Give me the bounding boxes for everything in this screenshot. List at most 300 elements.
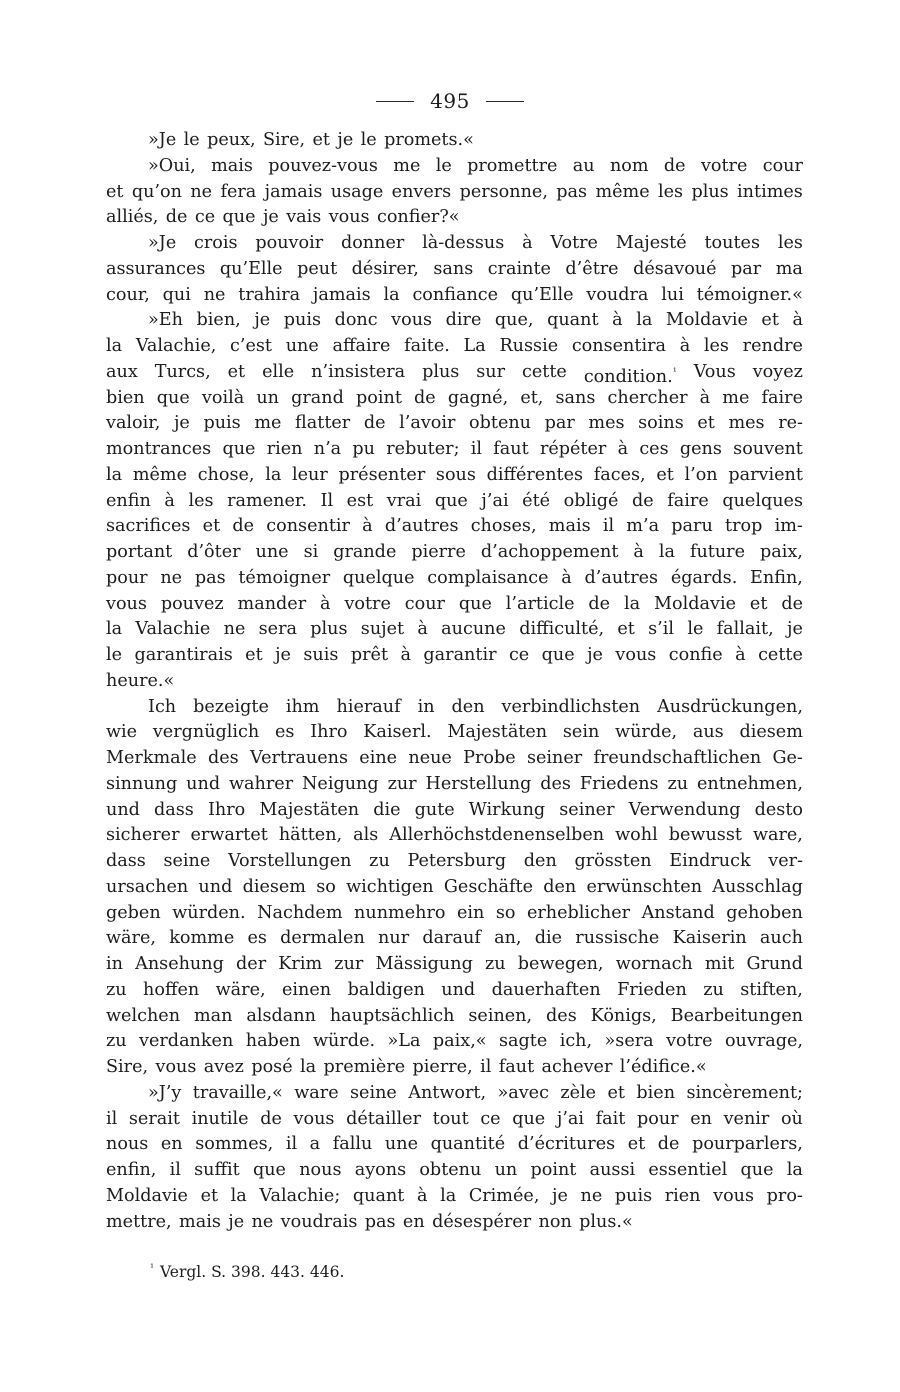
word: pourparlers, [692, 1134, 803, 1155]
text-line [106, 231, 803, 257]
word: fera [220, 181, 257, 202]
text-line [106, 1132, 803, 1158]
word: verdanken [139, 1031, 234, 1052]
text-line [106, 875, 803, 901]
word: welchen [106, 1005, 181, 1026]
word: mettre, [106, 1211, 172, 1232]
word: komme [169, 928, 235, 949]
word: affaire [332, 336, 391, 356]
word: là-dessus [422, 233, 505, 253]
word: Russie [499, 336, 559, 356]
word: vous [155, 1057, 197, 1077]
word: valoir, [106, 413, 161, 434]
text-line [106, 669, 803, 695]
word: Geschäfte [443, 876, 534, 897]
word: travaille,« [192, 1082, 283, 1103]
text-line [106, 1055, 803, 1081]
word: faire [761, 387, 803, 408]
word: zur [334, 954, 364, 974]
word: tout [432, 1108, 469, 1129]
word: nous [106, 1134, 149, 1155]
word: la [786, 1160, 803, 1180]
word: bewegen, [517, 954, 604, 974]
word: aux [106, 361, 138, 382]
word: de [781, 593, 803, 614]
word: heure.« [106, 670, 175, 691]
word: pouvez [160, 593, 224, 614]
word: vous [615, 645, 657, 665]
word: erwartet [190, 825, 268, 846]
word: à [416, 1185, 428, 1206]
word: verbindlichsten [501, 696, 641, 717]
word: »sera [604, 1031, 654, 1052]
word: grand [291, 387, 344, 408]
word: den [451, 696, 485, 717]
word: même [132, 464, 188, 485]
word: wohl [615, 825, 658, 846]
word: et [607, 1082, 625, 1103]
word: dire [445, 310, 482, 331]
word: de [260, 1108, 282, 1129]
word: fait [595, 1108, 626, 1129]
word: peut [297, 258, 338, 279]
word: puis [614, 1185, 653, 1206]
text-line [106, 1184, 803, 1210]
word: russische [575, 928, 660, 949]
word: fallu [332, 1134, 373, 1155]
word: wahrer [229, 773, 294, 794]
word: peux, [207, 130, 256, 150]
word: Bearbeitungen [670, 1005, 803, 1026]
word: quantité [430, 1134, 506, 1155]
word: montrances [106, 439, 212, 459]
text-line [106, 617, 803, 643]
word: confiance [412, 284, 499, 305]
text-line [106, 411, 803, 437]
word: Mässigung [375, 954, 473, 974]
word: eine [359, 748, 398, 768]
word: pouvez-vous [268, 155, 378, 176]
word: Anstand [641, 902, 715, 923]
word: zu [106, 1031, 127, 1052]
word: à [164, 490, 175, 511]
word: m’a [626, 516, 660, 537]
word: bien, [196, 310, 241, 331]
word: wäre, [106, 928, 156, 949]
word: zur [387, 773, 417, 794]
word: darauf [422, 928, 481, 949]
word: aucune [441, 619, 506, 640]
word: et [312, 130, 330, 150]
word: votre [700, 155, 748, 176]
word: que [252, 1160, 286, 1180]
word: wäre, [215, 979, 266, 1000]
word: sur [476, 361, 506, 382]
word: même [595, 181, 650, 202]
word: seine [350, 1082, 397, 1103]
word: quelques [722, 490, 803, 511]
word: gehoben [726, 902, 803, 923]
word: point [356, 387, 402, 408]
word: dauerhaften [491, 979, 601, 1000]
word: in [106, 954, 123, 974]
word: j’ai [481, 490, 509, 511]
text-line [106, 952, 803, 978]
word: et [245, 645, 263, 665]
word: le [687, 619, 704, 640]
word: Kaiserin [672, 928, 747, 949]
word: détailler [346, 1108, 421, 1129]
word: »J’y [148, 1082, 182, 1103]
word: haben [245, 1031, 301, 1052]
word: soins [638, 413, 684, 434]
word: d’autres [384, 516, 459, 537]
word: un [494, 1160, 518, 1180]
word: par [544, 413, 575, 434]
word: voudra [586, 284, 649, 305]
footnote-reference: ¹ [672, 366, 677, 378]
word: »Je [148, 130, 177, 150]
word: entnehmen, [697, 773, 803, 794]
word: es [275, 722, 295, 743]
word: consentira [571, 336, 666, 356]
word: qui [162, 284, 191, 305]
word: cette [758, 645, 803, 665]
word: achever [541, 1057, 613, 1077]
word: choses, [470, 516, 537, 537]
word: et, [520, 387, 544, 408]
word: mes [588, 413, 625, 434]
word: Sire, [106, 1057, 149, 1077]
word: nunmehro [354, 902, 446, 923]
word: stiften, [740, 979, 803, 1000]
word: bezeigte [193, 696, 269, 717]
word: Wirkung [468, 799, 546, 820]
word: de [657, 1134, 680, 1155]
word: vais [286, 207, 322, 228]
word: l’avoir [399, 413, 456, 434]
footnote-marker: ¹ [150, 1263, 155, 1274]
word: würde, [615, 722, 678, 743]
word: Ausschlag [712, 876, 803, 897]
word: Moldavie [106, 1185, 188, 1206]
word: suis [303, 645, 339, 665]
word: Petersburg [407, 851, 507, 871]
word: pour [636, 1108, 679, 1129]
word: so [495, 902, 516, 923]
word: voilà [201, 387, 245, 408]
word: le [435, 155, 452, 176]
word: vous [328, 207, 370, 228]
word: répéter [539, 439, 607, 459]
word: inutile [191, 1108, 249, 1129]
word: ramener. [227, 490, 307, 511]
word: puis [203, 413, 241, 434]
word: la [300, 1057, 317, 1077]
word: Probe [463, 748, 516, 768]
word: la [106, 336, 123, 356]
word: essentiel [648, 1160, 728, 1180]
footnote [150, 1263, 344, 1281]
word: hauptsächlich [329, 1005, 455, 1026]
word: je [552, 1185, 568, 1206]
word: zu [667, 773, 689, 794]
word: zu [106, 979, 127, 1000]
word: mais [211, 155, 253, 176]
word: ne [160, 567, 183, 588]
word: nur [378, 928, 410, 949]
word: Majestäten [259, 799, 360, 820]
word: portant [106, 542, 173, 562]
word: bien [636, 1082, 676, 1103]
word: ne [203, 284, 226, 305]
word: souvent [733, 439, 803, 459]
word: seiner [526, 748, 583, 768]
word: de [632, 490, 654, 511]
text-line [106, 128, 803, 154]
word: vous [713, 1185, 755, 1206]
word: de [663, 155, 686, 176]
word: à [792, 310, 803, 331]
word: il [480, 1057, 492, 1077]
word: rien [266, 439, 303, 459]
word: sinnung [106, 773, 178, 794]
word: promets.« [384, 130, 474, 150]
word: Ge- [772, 748, 803, 768]
word: vergnüglich [152, 722, 260, 743]
word: complaisance [427, 567, 549, 588]
word: pas [556, 181, 588, 202]
text-line [106, 514, 803, 540]
word: seiner [559, 799, 615, 820]
word: und [186, 773, 221, 794]
word: de [232, 516, 255, 537]
main-text [106, 128, 803, 1235]
word: en [160, 1134, 183, 1155]
word: cour [762, 155, 803, 176]
word: La [463, 336, 486, 356]
word: garantirais [134, 645, 233, 665]
word: de [414, 387, 436, 408]
word: sans [433, 258, 474, 279]
word: ce [480, 1108, 501, 1129]
word: qu’on [131, 181, 182, 202]
word: à [633, 542, 644, 562]
word: de [165, 207, 188, 228]
text-line [106, 257, 803, 283]
word: Valachie; [259, 1185, 341, 1206]
word: a [309, 1134, 321, 1155]
word: je [337, 130, 354, 150]
text-line [106, 154, 803, 180]
word: diesem [242, 876, 306, 897]
text-line [106, 489, 803, 515]
word: mais [179, 1211, 221, 1232]
word: usage [330, 181, 384, 202]
word: non [538, 1211, 572, 1232]
text-line [106, 205, 803, 231]
word: cette [522, 361, 567, 382]
word: toutes [704, 233, 760, 253]
word: ver- [768, 851, 803, 871]
word: desto [754, 799, 803, 820]
word: plus [691, 181, 729, 202]
word: que [458, 593, 492, 614]
word: ayons [354, 1160, 407, 1180]
word: une [384, 1134, 418, 1155]
word: aus [692, 722, 724, 743]
word: cour [404, 593, 445, 614]
word: la [230, 1185, 247, 1206]
word: par [731, 258, 762, 279]
word: vous [391, 310, 433, 331]
word: jamais [312, 284, 371, 305]
word: pro- [766, 1185, 803, 1206]
word: que [156, 387, 190, 408]
word: aussi [589, 1160, 636, 1180]
word: pas [364, 1211, 396, 1232]
text-line [106, 772, 803, 798]
word: voudrais [280, 1211, 358, 1232]
word: die [373, 799, 401, 820]
word: ne [223, 619, 246, 640]
word: que, [494, 310, 534, 331]
word: à [735, 645, 746, 665]
word: où [780, 1108, 803, 1129]
word: Ihro [207, 799, 246, 820]
word: je [228, 1211, 245, 1232]
word: plus [422, 361, 460, 382]
word: wichtigen [346, 876, 434, 897]
word: flatter [295, 413, 351, 434]
word: cour, [106, 284, 150, 305]
word: en [690, 1108, 712, 1129]
word: einen [282, 979, 332, 1000]
word: Sire, [262, 130, 306, 150]
word: erwünschten [586, 876, 703, 897]
word: sommes, [195, 1134, 274, 1155]
word: à [561, 567, 572, 588]
word: la [383, 284, 400, 305]
word: Eindruck [669, 851, 751, 871]
word: Ich [148, 696, 177, 717]
page-number: 495 [430, 89, 470, 113]
text-line [106, 823, 803, 849]
word: ne [580, 1185, 603, 1206]
word: je [262, 207, 279, 228]
word: zu [485, 954, 506, 974]
word: zu [369, 851, 390, 871]
text-line [106, 1004, 803, 1030]
word: gagné, [447, 387, 509, 408]
word: sagte [499, 1031, 548, 1052]
word: Turcs, [154, 361, 211, 382]
text-line [106, 849, 803, 875]
word: sujet [360, 619, 405, 640]
word: que [512, 1108, 546, 1129]
word: et [227, 361, 246, 382]
word: et [749, 593, 768, 614]
word: dass [106, 851, 146, 871]
word: à [612, 310, 623, 331]
word: ce [194, 207, 216, 228]
word: il [106, 1108, 118, 1129]
word: dermalen [280, 928, 365, 949]
word: posé [251, 1057, 293, 1077]
word: et [617, 619, 635, 640]
word: pouvoir [255, 233, 324, 253]
word: la [106, 464, 123, 485]
word: à [362, 516, 373, 537]
word: die [534, 928, 563, 949]
word: Moldavie [665, 310, 748, 331]
text-line [106, 540, 803, 566]
word: alliés, [106, 207, 159, 228]
word: »La [387, 1031, 421, 1052]
word: ihm [285, 696, 320, 717]
word: elle [262, 361, 295, 382]
word: Ihro [310, 722, 348, 743]
word: garantir [423, 645, 497, 665]
word: désirer, [351, 258, 419, 279]
word: la [440, 1185, 457, 1206]
word: d’écritures [517, 1134, 616, 1155]
word: les [703, 336, 729, 356]
word: condition.$^{^1}$ [583, 366, 677, 387]
word: assurances [106, 258, 206, 279]
word: paix,« [432, 1031, 487, 1052]
word: so [316, 876, 336, 897]
word: faut [493, 439, 529, 459]
word: future [689, 542, 746, 562]
word: gute [414, 799, 455, 820]
word: den [523, 851, 557, 871]
word: Herstellung [425, 773, 532, 794]
word: pierre, [412, 1057, 473, 1077]
word: été [522, 490, 551, 511]
text-line [106, 360, 803, 386]
word: votre [666, 1031, 713, 1052]
word: c’est [230, 336, 273, 356]
word: wie [106, 722, 138, 743]
word: et [200, 1185, 219, 1206]
word: donc [334, 310, 378, 331]
word: d’être [565, 258, 619, 279]
word: que [541, 645, 575, 665]
word: und [106, 799, 140, 820]
word: première [323, 1057, 406, 1077]
text-line [106, 566, 803, 592]
word: Il [320, 490, 334, 511]
word: baldigen [347, 979, 425, 1000]
word: man [193, 1005, 233, 1026]
word: ouvrage, [724, 1031, 803, 1052]
word: wornach [615, 954, 693, 974]
word: Valachie, [135, 336, 217, 356]
word: intimes [737, 181, 803, 202]
word: alsdann [246, 1005, 316, 1026]
word: plus.« [579, 1211, 633, 1232]
word: Grund [746, 954, 803, 974]
word: mit [704, 954, 735, 974]
word: et [697, 413, 715, 434]
word: hierauf [336, 696, 401, 717]
word: que [434, 490, 468, 511]
word: confier?« [376, 207, 460, 228]
text-line [106, 695, 803, 721]
text-line [106, 978, 803, 1004]
word: l’on [684, 464, 718, 485]
